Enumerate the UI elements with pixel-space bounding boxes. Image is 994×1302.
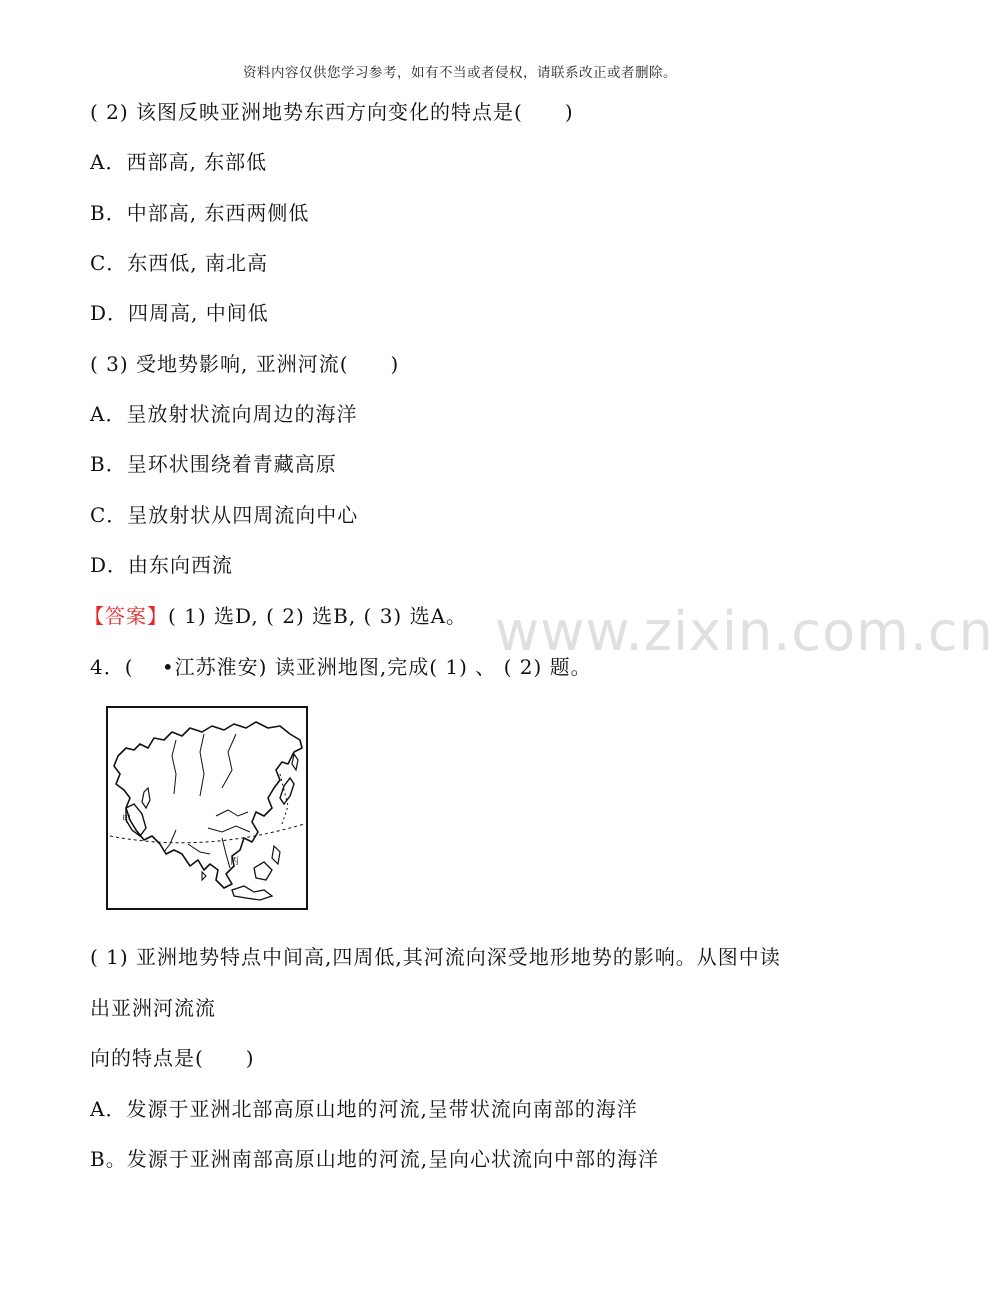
q3-stem: ( 3) 受地势影响, 亚洲河流( ) — [90, 352, 400, 376]
watermark: www.zixin.com.cn — [495, 600, 994, 663]
answer-tag: 【答案】 — [84, 604, 168, 628]
q2-option-d: D．四周高, 中间低 — [90, 301, 269, 325]
page-header-disclaimer: 资料内容仅供您学习参考，如有不当或者侵权，请联系改正或者删除。 — [243, 65, 677, 81]
q2-stem: ( 2) 该图反映亚洲地势东西方向变化的特点是( ) — [90, 100, 574, 124]
q4-1-stem-line2: 出亚洲河流流 — [90, 996, 216, 1020]
q3-option-a: A．呈放射状流向周边的海洋 — [90, 402, 358, 426]
q4-stem: 4．( •江苏淮安) 读亚洲地图,完成( 1) 、 ( 2) 题。 — [90, 655, 592, 679]
q2-option-b: B．中部高, 东西两侧低 — [90, 201, 310, 225]
answer-text: ( 1) 选D, ( 2) 选B, ( 3) 选A。 — [168, 604, 468, 628]
q4-1-option-b: B。发源于亚洲南部高原山地的河流,呈向心状流向中部的海洋 — [90, 1147, 660, 1171]
map-label-bing: 丙 — [230, 857, 240, 867]
q4-1-stem-line1: ( 1) 亚洲地势特点中间高,四周低,其河流向深受地形地势的影响。从图中读 — [90, 945, 781, 969]
q4-1-option-a: A．发源于亚洲北部高原山地的河流,呈带状流向南部的海洋 — [90, 1097, 638, 1121]
q3-option-c: C．呈放射状从四周流向中心 — [90, 503, 359, 527]
q2-option-a: A．西部高, 东部低 — [90, 150, 268, 174]
map-label-jia: 甲 — [122, 815, 132, 825]
q3-option-b: B．呈环状围绕着青藏高原 — [90, 452, 337, 476]
asia-map — [104, 704, 310, 912]
answer-line — [84, 604, 467, 628]
q2-option-c: C．东西低, 南北高 — [90, 251, 269, 275]
q3-option-d: D．由东向西流 — [90, 553, 234, 577]
q4-1-stem-line3: 向的特点是( ) — [90, 1046, 255, 1070]
